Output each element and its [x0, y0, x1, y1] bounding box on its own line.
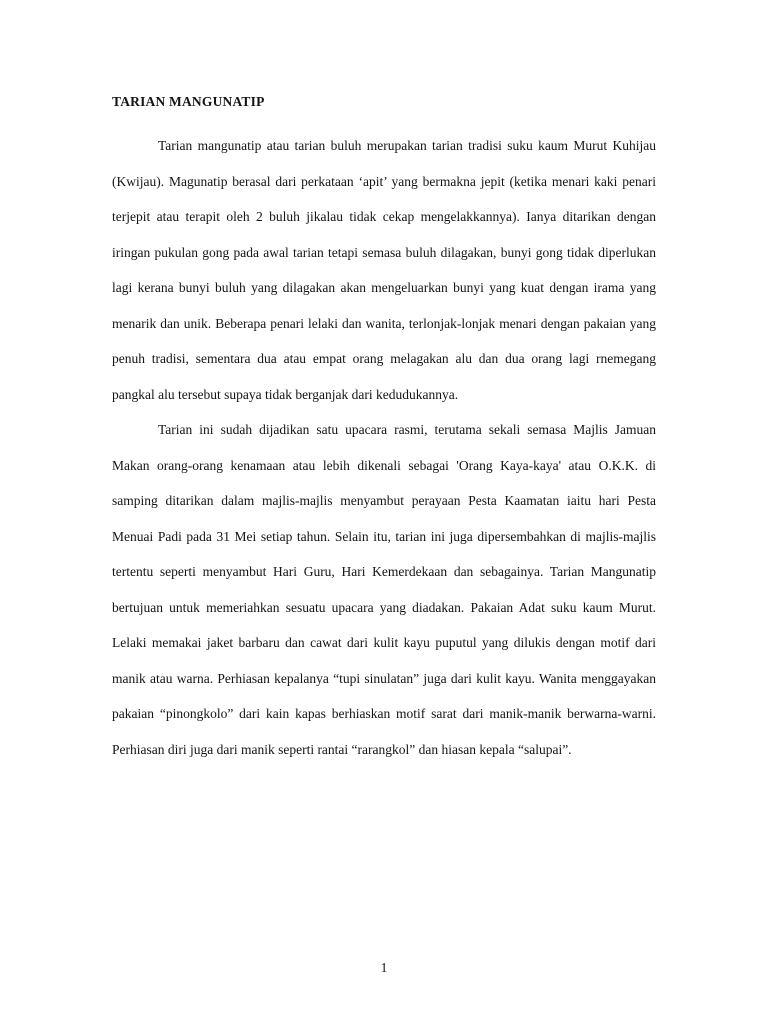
- paragraph-2: Tarian ini sudah dijadikan satu upacara rasmi, terutama sekali semasa Majlis Jamuan Makan orang-orang kenamaan atau lebih dikenali sebagai 'Orang Kaya-kaya' atau O.K.K. di samping ditarikan dalam majlis-majlis menyambut perayaan Pesta Kaamatan iaitu hari Pesta Menuai Padi pada 31 Mei setiap tahun. Selain itu, tarian ini juga dipersembahkan di majlis-majlis tertentu seperti menyambut Hari Guru, Hari Kemerdekaan dan sebagainya. Tarian Mangunatip bertujuan untuk memeriahkan sesuatu upacara yang diadakan. Pakaian Adat suku kaum Murut. Lelaki memakai jaket barbaru dan cawat dari kulit kayu puputul yang dilukis dengan motif dari manik atau warna. Perhiasan kepalanya “tupi sinulatan” juga dari kulit kayu. Wanita menggayakan pakaian “pinongkolo” dari kain kapas berhiaskan motif sarat dari manik-manik berwarna-warni. Perhiasan diri juga dari manik seperti rantai “rarangkol” dan hiasan kepala “salupai”.: [112, 422, 656, 757]
- paragraph-1: Tarian mangunatip atau tarian buluh merupakan tarian tradisi suku kaum Murut Kuhijau (Kwijau). Magunatip berasal dari perkataan ‘apit’ yang bermakna jepit (ketika menari kaki penari terjepit atau terapit oleh 2 buluh jikalau tidak cekap mengelakkannya). Ianya ditarikan dengan iringan pukulan gong pada awal tarian tetapi semasa buluh dilagakan, bunyi gong tidak diperlukan lagi kerana bunyi buluh yang dilagakan akan mengeluarkan bunyi yang kuat dengan irama yang menarik dan unik. Beberapa penari lelaki dan wanita, terlonjak-lonjak menari dengan pakaian yang penuh tradisi, sementara dua atau empat orang melagakan alu dan dua orang lagi rnemegang pangkal alu tersebut supaya tidak berganjak dari kedudukannya.: [112, 138, 656, 402]
- document-title: TARIAN MANGUNATIP: [112, 94, 265, 109]
- document-body: [112, 92, 656, 767]
- page-number: 1: [380, 960, 388, 975]
